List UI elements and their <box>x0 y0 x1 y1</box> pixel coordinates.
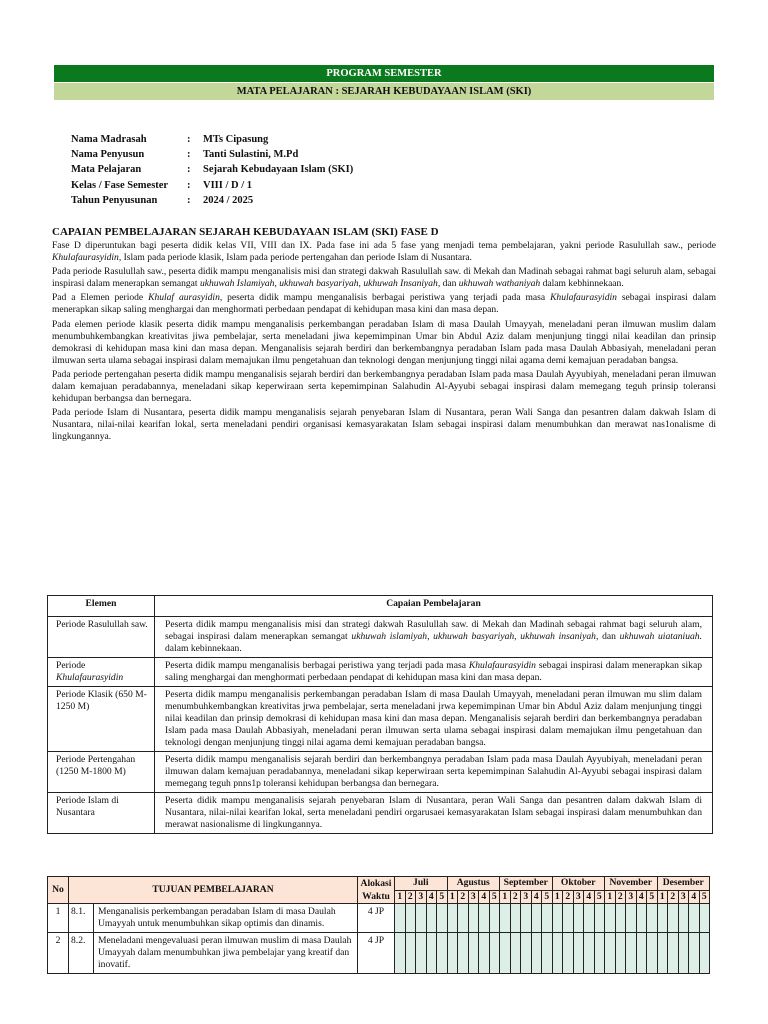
header-no: No <box>48 877 69 904</box>
elemen-table <box>47 595 713 834</box>
info-label: Tahun Penyusunan <box>71 194 158 206</box>
week-header: 5 <box>437 890 448 904</box>
schedule-cell <box>510 904 521 933</box>
program-semester-banner: PROGRAM SEMESTER <box>54 65 714 82</box>
tp-text: Meneladani mengevaluasi peran ilmuwan muslim di masa Daulah Umayyah dalam menumbuhkan jiwa pembelajar yang kreatif dan inovatif. <box>94 933 358 974</box>
table-header-row <box>48 596 713 617</box>
schedule-cell <box>521 933 532 974</box>
schedule-cell <box>468 904 479 933</box>
week-header: 5 <box>594 890 605 904</box>
week-header: 3 <box>626 890 637 904</box>
schedule-cell <box>447 933 458 974</box>
schedule-cell <box>489 904 500 933</box>
tp-id: 8.1. <box>69 904 94 933</box>
schedule-cell <box>689 904 700 933</box>
schedule-cell <box>647 904 658 933</box>
week-header: 2 <box>615 890 626 904</box>
week-header: 2 <box>563 890 574 904</box>
cp-paragraph: Pada periode Rasulullah saw., peserta didik mampu menganalisis misi dan strategi dakwah Rasulullah saw. di Mekah dan Madinah sebagai rahmat bagi seluruh alam, sebagai inspirasi dalam menerapkan semangat ukhuwah Islamiyah, ukhuwah basyariyah, ukhuwah Insaniyah, dan ukhuwah wathaniyah dalam kebhinnekaan. <box>52 266 716 290</box>
schedule-cell <box>584 904 595 933</box>
schedule-cell <box>636 904 647 933</box>
table-header-row <box>48 877 710 891</box>
week-header: 3 <box>573 890 584 904</box>
schedule-cell <box>563 904 574 933</box>
schedule-cell <box>626 904 637 933</box>
info-row <box>71 134 353 149</box>
header-capaian: Capaian Pembelajaran <box>155 596 713 617</box>
capaian-cell: Peserta didik mampu menganalisis sejarah berdiri dan berkembangnya peradaban Islam pada masa Daulah Ayyubiyah, meneladani peran ilmuwan dalam kemajuan peradabannya, meneladani sikap keperwiraan serta kepemimpinan Salahudin Al-Ayyubi sebagai inspirasi dalam memegang teguh pnns1p toleransi kehidupan berbangsa dan bernegara. <box>155 752 713 793</box>
cp-section-body <box>52 240 716 446</box>
elemen-cell: Periode Pertengahan (1250 M-1800 M) <box>48 752 155 793</box>
week-header: 4 <box>689 890 700 904</box>
row-number: 2 <box>48 933 69 974</box>
week-header: 1 <box>605 890 616 904</box>
week-header: 1 <box>395 890 406 904</box>
alokasi-waktu: 4 JP <box>358 933 395 974</box>
month-header: Oktober <box>552 877 605 891</box>
schedule-cell <box>542 904 553 933</box>
schedule-cell <box>458 933 469 974</box>
table-row <box>48 904 710 933</box>
schedule-cell <box>531 904 542 933</box>
week-header: 2 <box>405 890 416 904</box>
schedule-cell <box>426 904 437 933</box>
document-info <box>71 134 353 210</box>
cp-paragraph: Pada elemen periode klasik peserta didik mampu menganalisis perkembangan peradaban Islam di masa Daulah Umayyah, meneladani peran ilmuwan muslim dalam menumbuhkembangkan kreativitas jiwa pembelajar, serta meneladani jiwa kepemimpinan Umar bin Abdul Aziz dalam menjunjung tinggi nilai keadilan dan prinsip demokrasi di kehidupan masa kini dan masa depan. Menganalisis sejarah berdiri dan berkembangnya peradaban Islam pada masa Daulah Abbasiyah, meneladani peran ilmuwan serta ulama sebagai inspirasi dalam memajukan ilmu pengetahuan dan teknologi dengan menjunjung tinggi nilai agama demi kemajuan peradaban bangsa. <box>52 318 716 366</box>
schedule-cell <box>489 933 500 974</box>
schedule-cell <box>426 933 437 974</box>
table-row <box>48 752 713 793</box>
schedule-cell <box>699 904 710 933</box>
info-colon: : <box>187 149 191 161</box>
elemen-cell: Periode Klasik (650 M-1250 M) <box>48 687 155 752</box>
info-value: 2024 / 2025 <box>203 194 254 206</box>
cp-paragraph: Pada periode Islam di Nusantara, peserta didik mampu menganalisis sejarah penyebaran Islam di Nusantara, peran Wali Sanga dan pesantren dalam dakwah Islam di Nusantara, nilai-nilai kearifan lokal, serta meneladani pendiri organisasi kemasyarakatan Islam sebagai inspirasi dalam menumbuhkan dan merawat nas1onalisme di lingkungannya. <box>52 407 716 443</box>
schedule-cell <box>552 933 563 974</box>
schedule-cell <box>458 904 469 933</box>
week-header: 5 <box>699 890 710 904</box>
capaian-cell: Peserta didik mampu menganalisis perkembangan peradaban Islam di masa Daulah Umayyah, meneladani peran ilmuwan mu slim dalam menumbuhkembangkan kreativitas jrwa pembelajar, serta meneladani jrwa kepemimpinan Umar bin Abdul Aziz dalam menjunjung tinggi nilai keadilan dan prinsip demokrasi di kehidupan masa kini dan masa depan. Menganalisis sejarah berdiri dan berkembangnya peradaban Islam pada masa Daulah Abbasiyah, meneladani peran ilmuwan serta ulama sebagai inspirasi dalam memajukan ilmu pengetahuan dan teknologi dengan menjunjung tinggi nilai agama demi kemajuan peradaban bangsa. <box>155 687 713 752</box>
month-header: Desember <box>657 877 710 891</box>
month-header: September <box>500 877 553 891</box>
schedule-cell <box>615 904 626 933</box>
week-header: 1 <box>500 890 511 904</box>
cp-paragraph: Pad a Elemen periode Khulaf aurasyidin, peserta didik mampu menganalisis berbagai peristiwa yang terjadi pada masa Khulafaurasyidin sebagai inspirasi dalam menerapkan sikap saling menghargai dan menghormati perbedaan pendapat di kehidupan masa kini dan masa depan. <box>52 292 717 316</box>
capaian-cell: Peserta didik mampu menganalisis berbagai peristiwa yang terjadi pada masa Khulafaurasyidin sebagai inspirasi dalam menerapkan sikap saling menghargai dan menghormati perbedaan pendapat di kehidupan masa kini dan masa depan. <box>155 658 713 687</box>
schedule-cell <box>573 933 584 974</box>
schedule-cell <box>395 904 406 933</box>
info-label: Kelas / Fase Semester <box>71 179 169 191</box>
schedule-cell <box>416 933 427 974</box>
schedule-cell <box>500 933 511 974</box>
schedule-cell <box>531 933 542 974</box>
schedule-cell <box>416 904 427 933</box>
capaian-cell: Peserta didik mampu menganalisis misi dan strategi dakwah Rasulullah saw. di Mekah dan Madinah sebagai rahmat bagi seluruh alam, sebagai inspirasi dalam menerapkan semangat ukhuwah islamiyah, ukhuwah basyariyah, ukhuwah insaniyah, dan ukhuwah uiataniuah. dalam kebinnekaan. <box>155 617 713 658</box>
info-row <box>71 164 353 179</box>
header-alokasi-waktu: Alokasi Waktu <box>358 877 395 904</box>
schedule-cell <box>479 933 490 974</box>
week-header: 5 <box>647 890 658 904</box>
schedule-cell <box>510 933 521 974</box>
schedule-cell <box>668 904 679 933</box>
cp-paragraph: Pada periode pertengahan peserta didik mampu menganalisis sejarah berdiri dan berkembangnya peradaban Islam pada masa Daulah Ayyubiyah, meneladani peran ilmuwan dalam kemajuan peradabannya, meneladani sikap keperwiraan serta kepemimpinan Salahudin Al-Ayyubi sebagai inspirasi dalam memegang teguh prinsip toleransi kehidupan berbangsa dan bernegara. <box>52 368 716 405</box>
table-row <box>48 793 713 834</box>
row-number: 1 <box>48 904 69 933</box>
schedule-cell <box>615 933 626 974</box>
schedule-cell <box>405 904 416 933</box>
schedule-cell <box>437 904 448 933</box>
schedule-cell <box>657 933 668 974</box>
header-tujuan: TUJUAN PEMBELAJARAN <box>69 877 358 904</box>
schedule-cell <box>405 933 416 974</box>
schedule-cell <box>447 904 458 933</box>
elemen-cell: Periode Rasulullah saw. <box>48 617 155 658</box>
info-colon: : <box>187 179 191 191</box>
elemen-cell: Periode Khulafaurasyidin <box>48 658 155 687</box>
week-header: 5 <box>542 890 553 904</box>
week-header: 1 <box>447 890 458 904</box>
week-header: 4 <box>426 890 437 904</box>
info-value: Tanti Sulastini, M.Pd <box>203 149 299 161</box>
alokasi-waktu: 4 JP <box>358 904 395 933</box>
elemen-cell: Periode Islam di Nusantara <box>48 793 155 834</box>
tp-id: 8.2. <box>69 933 94 974</box>
info-value: MTs Cipasung <box>203 134 269 145</box>
week-header: 3 <box>521 890 532 904</box>
schedule-cell <box>636 933 647 974</box>
schedule-cell <box>542 933 553 974</box>
header-elemen: Elemen <box>48 596 155 617</box>
info-label: Mata Pelajaran <box>71 164 142 176</box>
schedule-cell <box>563 933 574 974</box>
info-row <box>71 149 353 164</box>
info-value: VIII / D / 1 <box>203 179 253 191</box>
schedule-cell <box>678 904 689 933</box>
capaian-cell: Peserta didik mampu menganalisis sejarah penyebaran Islam di Nusantara, peran Wali Sanga dan pesantren dalam dakwah Islam di Nusantara, nilai-nilai kearifan lokal, serta meneladani pendiri orgarusaei kemasyarakatan Islam sebagai inspirasi dalam menumbuhkan dan merawat nasionalisme di lingkungannya. <box>155 793 713 834</box>
week-header: 2 <box>458 890 469 904</box>
table-row <box>48 617 713 658</box>
month-header: November <box>605 877 658 891</box>
table-row <box>48 687 713 752</box>
schedule-cell <box>605 904 616 933</box>
schedule-cell <box>521 904 532 933</box>
week-header: 3 <box>468 890 479 904</box>
cp-paragraph: Fase D diperuntukan bagi peserta didik kelas VII, VIII dan IX. Pada fase ini ada 5 fase yang menjadi tema pembelajaran, yakni periode Rasulullah saw., periode Khulafaurasyidin, Islam pada periode klasik, Islam pada periode pertengahan dan periode Islam di Nusantara. <box>52 240 716 264</box>
week-header: 2 <box>668 890 679 904</box>
subject-banner: MATA PELAJARAN : SEJARAH KEBUDAYAAN ISLAM (SKI) <box>54 83 714 100</box>
schedule-cell <box>594 933 605 974</box>
info-row <box>71 195 353 210</box>
schedule-cell <box>647 933 658 974</box>
month-header: Agustus <box>447 877 500 891</box>
info-row <box>71 180 353 195</box>
schedule-cell <box>678 933 689 974</box>
tp-text: Menganalisis perkembangan peradaban Islam di masa Daulah Umayyah untuk menumbuhkan sikap optimis dan dinamis. <box>94 904 358 933</box>
week-header: 4 <box>531 890 542 904</box>
week-header: 1 <box>657 890 668 904</box>
week-header: 5 <box>489 890 500 904</box>
schedule-cell <box>500 904 511 933</box>
schedule-cell <box>657 904 668 933</box>
info-label: Nama Penyusun <box>71 149 145 161</box>
table-row <box>48 658 713 687</box>
schedule-cell <box>668 933 679 974</box>
month-header: Juli <box>395 877 448 891</box>
info-label: Nama Madrasah <box>71 134 147 145</box>
schedule-cell <box>437 933 448 974</box>
week-header: 2 <box>510 890 521 904</box>
schedule-cell <box>594 904 605 933</box>
info-colon: : <box>187 194 191 206</box>
cp-section-title: CAPAIAN PEMBELAJARAN SEJARAH KEBUDAYAAN ISLAM (SKI) FASE D <box>52 226 439 238</box>
info-value: Sejarah Kebudayaan Islam (SKI) <box>203 164 354 176</box>
week-header: 3 <box>416 890 427 904</box>
schedule-cell <box>605 933 616 974</box>
schedule-cell <box>573 904 584 933</box>
tp-table-body <box>48 904 710 974</box>
schedule-cell <box>395 933 406 974</box>
week-header: 1 <box>552 890 563 904</box>
schedule-cell <box>552 904 563 933</box>
week-header: 4 <box>584 890 595 904</box>
schedule-cell <box>626 933 637 974</box>
info-colon: : <box>187 134 191 145</box>
schedule-cell <box>699 933 710 974</box>
week-header: 4 <box>479 890 490 904</box>
schedule-cell <box>689 933 700 974</box>
schedule-cell <box>468 933 479 974</box>
schedule-cell <box>479 904 490 933</box>
table-row <box>48 933 710 974</box>
week-header: 4 <box>636 890 647 904</box>
tujuan-pembelajaran-table <box>47 876 710 974</box>
schedule-cell <box>584 933 595 974</box>
week-header: 3 <box>678 890 689 904</box>
info-colon: : <box>187 164 191 176</box>
